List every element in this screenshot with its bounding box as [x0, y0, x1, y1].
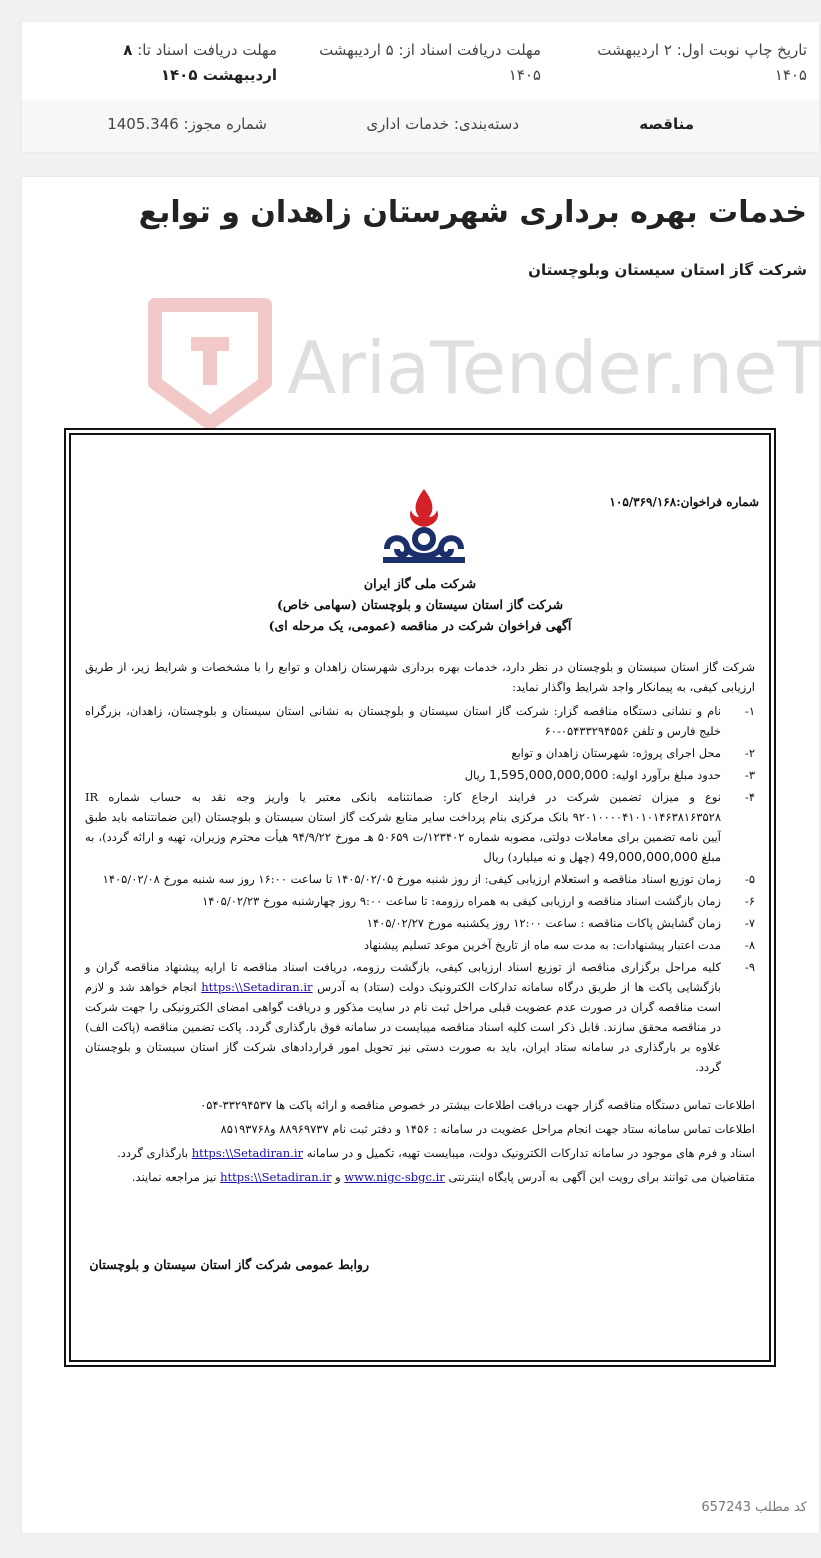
notice-items	[85, 701, 755, 1077]
notice-inner-border	[69, 433, 771, 1362]
first-print-date: تاریخ چاپ نوبت اول: ۲ اردیبهشت ۱۴۰۵	[597, 41, 807, 84]
list-item: ۱- نام و نشانی دستگاه مناقصه گزار: شرکت گاز استان سیستان و بلوچستان به نشانی استان سیستان و بلوچستان، زاهدان، بزرگراه خلیج فارس و تلفن ۰۵۴۳۳۲۹۴۵۵۶-۶۰	[85, 704, 755, 738]
page-title: خدمات بهره برداری شهرستان زاهدان و توابع	[138, 195, 807, 230]
notice-signoff: روابط عمومی شرکت گاز استان سیستان و بلوچستان	[89, 1257, 369, 1272]
call-number: شماره فراخوان:۱۰۵/۳۶۹/۱۶۸	[609, 495, 759, 509]
ad-code: کد مطلب 657243	[701, 1500, 807, 1515]
setadiran-link[interactable]: https:\\Setadiran.ir	[220, 1170, 332, 1184]
list-item: ۶- زمان بازگشت اسناد مناقصه و ارزیابی کیفی به همراه رزومه: تا ساعت ۹:۰۰ روز چهارشنبه مورخ ۱۴۰۵/۰۲/۲۳	[202, 894, 755, 908]
contact-line: اطلاعات تماس سامانه ستاد جهت انجام مراحل عضویت در سامانه : ۱۴۵۶ و دفتر ثبت نام ۸۸۹۶۹۷۳۷ و۸۵۱۹۳۷۶۸	[220, 1122, 755, 1136]
notice-frame	[64, 428, 776, 1367]
list-item: ۷- زمان گشایش پاکات مناقصه : ساعت ۱۲:۰۰ روز یکشنبه مورخ ۱۴۰۵/۰۲/۲۷	[366, 916, 755, 930]
list-item: ۹- کلیه مراحل برگزاری مناقصه از توزیع اسناد ارزیابی کیفی، بازگشت رزومه، دریافت اسناد مناقصه تا ارایه پیشنهاد مناقصه گران و بازگشایی پاکت ها از طریق درگاه سامانه تدارکات الکترونیک دولت (ستاد) به آدرس https:\\Setadiran.ir انجام خواهد شد و لازم است مناقصه گران در صورت عدم عضویت قبلی مراحل ثبت نام در سایت مذکور و دریافت گواهی امضای الکترونیکی را جهت شرکت در مناقصه محقق سازند. قابل ذکر است کلیه اسناد مناقصه میبایست در سامانه فوق بارگذاری گردد. پاکت تضمین مناقصه (پاکت الف) علاوه بر بارگذاری در سامانه ستاد ایران، باید به صورت دستی نیز تحویل امور قراردادهای شرکت گاز استان سیستان و بلوچستان گردد.	[85, 960, 755, 1074]
setadiran-link[interactable]: https:\\Setadiran.ir	[191, 1146, 304, 1160]
contact-line: اطلاعات تماس دستگاه مناقصه گزار جهت دریافت اطلاعات بیشتر در خصوص مناقصه و ارائه پاکت ها ۳۳۲۹۴۵۳۷-۰۵۴	[200, 1098, 755, 1112]
list-item: ۸- مدت اعتبار پیشنهادات: به مدت سه ماه از تاریخ آخرین موعد تسلیم پیشنهاد	[364, 938, 755, 952]
organization-name: شرکت گاز استان سیستان وبلوچستان	[528, 261, 807, 279]
notice-header	[71, 573, 769, 636]
header-line-notice-type: آگهی فراخوان شرکت در مناقصه (عمومی، یک مرحله ای)	[268, 618, 572, 633]
list-item: ۴- نوع و میزان تضمین شرکت در فرایند ارجاع کار: ضمانتنامه بانکی معتبر یا واریز وجه نقد به حساب شماره IR ۹۲۰۱۰۰۰۰۴۱۰۱۰۱۴۶۳۸۱۶۳۵۲۸ بانک مرکزی بنام پرداخت سایر منابع شرکت گاز استان سیستان و بلوچستان (این ضمانتنامه باید طبق آیین نامه تضمین برای معاملات دولتی، مصوبه شماره ۱۲۳۴۰۲/ت ۵۰۶۵۹ هـ مورخ ۹۴/۹/۲۲ هیأت محترم وزیران، تهیه و ارائه گردد)، به مبلغ 49,000,000,000 (چهل و نه میلیارد) ریال	[85, 790, 755, 864]
watermark-text: AriaTender.neT	[287, 326, 821, 410]
nigc-flame-logo-icon	[379, 487, 469, 567]
docs-from-date: مهلت دریافت اسناد از: ۵ اردیبهشت ۱۴۰۵	[319, 41, 541, 84]
tender-summary-card	[22, 22, 819, 152]
tender-notice	[71, 435, 769, 1360]
guarantee-amount: 49,000,000,000	[598, 849, 698, 864]
notice-body	[85, 657, 755, 1191]
license-number: شماره مجوز: 1405.346	[107, 115, 267, 133]
watermark	[147, 295, 821, 435]
nigc-sbgc-link[interactable]: www.nigc-sbgc.ir	[344, 1170, 445, 1184]
list-item: ۵- زمان توزیع اسناد مناقصه و استعلام ارزیابی کیفی: از روز شنبه مورخ ۱۴۰۵/۰۲/۰۵ تا ساعت ۱۶:۰۰ روز سه شنبه مورخ ۱۴۰۵/۰۲/۰۸	[102, 872, 755, 886]
docs-until-date: مهلت دریافت اسناد تا: ۸ اردیبهشت ۱۴۰۵	[123, 41, 277, 84]
category: دسته‌بندی: خدمات اداری	[366, 115, 519, 133]
list-item: ۲- محل اجرای پروژه: شهرستان زاهدان و توابع	[511, 746, 755, 760]
watermark-hammer-icon	[191, 337, 229, 385]
contact-info	[85, 1095, 755, 1187]
meta-row	[22, 100, 819, 152]
header-line-company: شرکت ملی گاز ایران	[363, 576, 477, 591]
list-item: ۳- حدود مبلغ برآورد اولیه: 1,595,000,000,000 ریال	[464, 767, 755, 782]
dates-row	[22, 32, 819, 108]
tender-detail-card	[22, 177, 819, 1533]
notice-intro: شرکت گاز استان سیستان و بلوچستان در نظر دارد، خدمات بهره برداری شهرستان زاهدان و توابع را با مشخصات و شرایط زیر، از طریق ارزیابی کیفی، به پیمانکار واجد شرایط واگذار نماید:	[85, 660, 755, 694]
setadiran-link[interactable]: https:\\Setadiran.ir	[201, 980, 313, 994]
estimate-amount: 1,595,000,000,000	[488, 767, 609, 782]
tender-type: مناقصه	[639, 115, 694, 133]
header-line-subsidiary: شرکت گاز استان سیستان و بلوچستان (سهامی خاص)	[276, 597, 564, 612]
contact-line: اسناد و فرم های موجود در سامانه تدارکات الکترونیک دولت، میبایست تهیه، تکمیل و در سامانه https:\\Setadiran.ir بارگذاری گردد.	[117, 1146, 755, 1160]
contact-line: متقاضیان می توانند برای رویت این آگهی به آدرس پایگاه اینترنتی www.nigc-sbgc.ir و https:\\Setadiran.ir نیز مراجعه نمایند.	[131, 1170, 755, 1184]
